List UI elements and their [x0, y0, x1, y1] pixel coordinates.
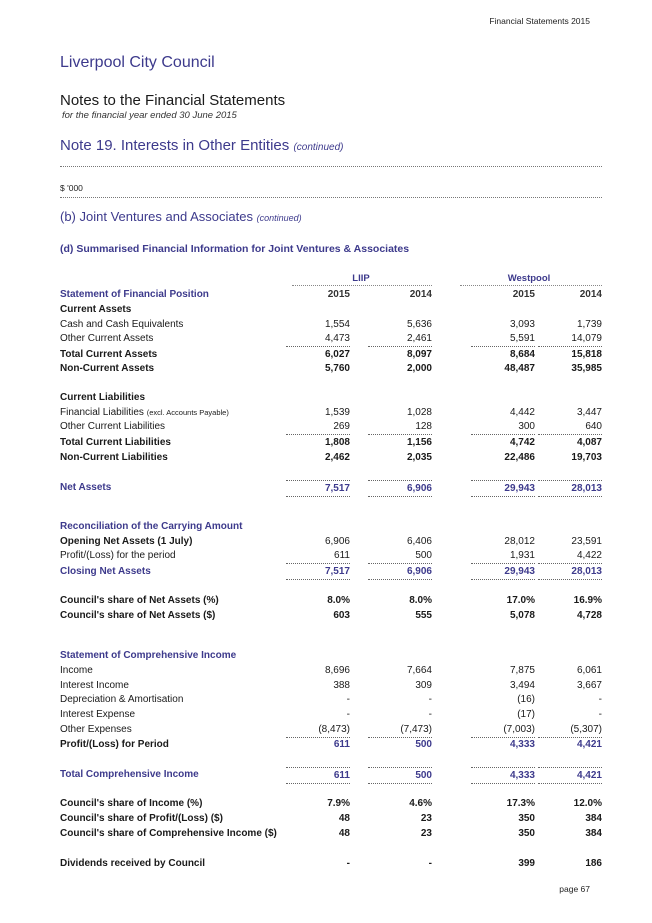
table-row	[60, 519, 602, 534]
row-label-note: (excl. Accounts Payable)	[146, 408, 229, 417]
cell-westpool-2015: 22,486	[504, 452, 535, 463]
row-label: Profit/(Loss) for the period	[60, 550, 176, 561]
cell-liip-2015: 269	[286, 419, 350, 435]
cell-westpool-2015: 5,591	[471, 331, 535, 347]
table-row	[60, 390, 602, 405]
cell-liip-2015: 1,554	[324, 319, 350, 330]
table-row	[60, 480, 602, 495]
group-heading-liip: LIIP	[352, 273, 370, 284]
group-rule	[292, 285, 432, 286]
cell-liip-2015: 2,462	[324, 452, 350, 463]
row-label	[60, 405, 229, 420]
cell-liip-2014: 2014	[409, 289, 432, 300]
cell-liip-2015: 2015	[327, 289, 350, 300]
cell-westpool-2014: 35,985	[571, 363, 602, 374]
note-heading	[60, 137, 343, 154]
cell-westpool-2015: 1,931	[471, 548, 535, 564]
cell-westpool-2014: 28,013	[538, 480, 602, 497]
cell-liip-2015: 48	[338, 813, 350, 824]
cell-westpool-2015: 4,742	[509, 437, 535, 448]
cell-liip-2014: -	[428, 709, 432, 720]
cell-westpool-2014: 14,079	[538, 331, 602, 347]
cell-westpool-2015: 7,875	[509, 665, 535, 676]
cell-westpool-2014: 4,421	[576, 739, 602, 750]
row-label: Interest Expense	[60, 709, 136, 720]
cell-westpool-2014: 23,591	[571, 536, 602, 547]
cell-liip-2015: 611	[333, 739, 350, 750]
cell-liip-2015: 603	[333, 610, 350, 621]
cell-westpool-2014: 4,087	[576, 437, 602, 448]
cell-westpool-2014: -	[598, 694, 602, 705]
row-label: Cash and Cash Equivalents	[60, 319, 184, 330]
cell-westpool-2015: 2015	[512, 289, 535, 300]
page-number: page 67	[559, 884, 590, 894]
table-row	[60, 707, 602, 722]
cell-westpool-2015: 29,943	[471, 564, 535, 580]
cell-westpool-2015: 350	[518, 813, 535, 824]
cell-liip-2014: -	[428, 694, 432, 705]
cell-liip-2014: -	[428, 858, 432, 869]
cell-westpool-2015: 350	[518, 828, 535, 839]
cell-westpool-2015: 3,093	[509, 319, 535, 330]
cell-westpool-2015: (7,003)	[471, 722, 535, 738]
cell-westpool-2014: 12.0%	[573, 798, 602, 809]
cell-liip-2014: 6,406	[406, 536, 432, 547]
cell-westpool-2014: 28,013	[538, 564, 602, 580]
table-row	[60, 331, 602, 346]
cell-westpool-2015: 48,487	[504, 363, 535, 374]
row-label: Current Assets	[60, 304, 132, 315]
cell-westpool-2015: (17)	[517, 709, 535, 720]
cell-liip-2015: (8,473)	[286, 722, 350, 738]
cell-westpool-2015: 8,684	[509, 349, 535, 360]
cell-westpool-2014: 6,061	[576, 665, 602, 676]
table-row	[60, 678, 602, 693]
cell-westpool-2015: 300	[471, 419, 535, 435]
cell-westpool-2015: 5,078	[509, 610, 535, 621]
cell-westpool-2014: 19,703	[571, 452, 602, 463]
cell-liip-2015: 6,906	[324, 536, 350, 547]
table-row	[60, 856, 602, 871]
row-label: Income	[60, 665, 93, 676]
cell-liip-2015: -	[346, 694, 350, 705]
cell-westpool-2014: 640	[538, 419, 602, 435]
row-label: Statement of Financial Position	[60, 289, 209, 300]
row-label: Depreciation & Amortisation	[60, 694, 184, 705]
cell-liip-2015: 5,760	[324, 363, 350, 374]
row-label: Total Current Assets	[60, 349, 158, 360]
row-label: Profit/(Loss) for Period	[60, 739, 169, 750]
note-continued: (continued)	[293, 142, 344, 153]
row-label: Council's share of Comprehensive Income ($)	[60, 828, 277, 839]
section-b-heading	[60, 209, 302, 224]
cell-westpool-2014: 384	[585, 813, 602, 824]
cell-westpool-2015: 4,333	[471, 767, 535, 784]
table-row	[60, 737, 602, 752]
cell-liip-2014: 8.0%	[409, 595, 432, 606]
row-label: Council's share of Profit/(Loss) ($)	[60, 813, 223, 824]
section-d-heading: (d) Summarised Financial Information for Joint Ventures & Associates	[60, 243, 410, 255]
table-row	[60, 361, 602, 376]
table-row	[60, 722, 602, 737]
cell-liip-2014: 1,156	[406, 437, 432, 448]
table-row	[60, 435, 602, 450]
row-label-text: Financial Liabilities	[60, 407, 144, 418]
row-label: Total Comprehensive Income	[60, 769, 199, 780]
council-name: Liverpool City Council	[60, 54, 215, 71]
cell-westpool-2014: 1,739	[576, 319, 602, 330]
row-label: Interest Income	[60, 680, 129, 691]
cell-westpool-2015: 17.3%	[506, 798, 535, 809]
cell-liip-2015: 48	[338, 828, 350, 839]
cell-liip-2014: 2,000	[406, 363, 432, 374]
divider	[60, 166, 602, 167]
table-row	[60, 450, 602, 465]
section-b-title: (b) Joint Ventures and Associates	[60, 209, 253, 224]
cell-westpool-2014: 16.9%	[573, 595, 602, 606]
section-b-continued: (continued)	[256, 213, 302, 223]
table-row	[60, 302, 602, 317]
table-row	[60, 593, 602, 608]
cell-liip-2014: 5,636	[406, 319, 432, 330]
divider	[60, 197, 602, 198]
cell-westpool-2014: (5,307)	[538, 722, 602, 738]
group-heading-westpool: Westpool	[507, 273, 551, 284]
table-row	[60, 287, 602, 302]
row-label: Council's share of Net Assets (%)	[60, 595, 219, 606]
cell-liip-2014: 2,035	[406, 452, 432, 463]
notes-subtitle: for the financial year ended 30 June 2015	[62, 110, 237, 121]
cell-liip-2015: 8.0%	[327, 595, 350, 606]
cell-liip-2015: -	[346, 858, 350, 869]
table-row	[60, 419, 602, 434]
cell-westpool-2014: 4,422	[538, 548, 602, 564]
row-label: Non-Current Liabilities	[60, 452, 168, 463]
cell-westpool-2014: 186	[585, 858, 602, 869]
cell-liip-2015: 1,539	[324, 407, 350, 418]
cell-liip-2015: 4,473	[286, 331, 350, 347]
row-label: Statement of Comprehensive Income	[60, 650, 237, 661]
cell-westpool-2014: 4,728	[576, 610, 602, 621]
row-label: Council's share of Income (%)	[60, 798, 203, 809]
cell-liip-2014: 128	[368, 419, 432, 435]
row-label: Other Current Liabilities	[60, 421, 166, 432]
cell-liip-2014: (7,473)	[368, 722, 432, 738]
table-row	[60, 796, 602, 811]
row-label: Current Liabilities	[60, 392, 146, 403]
cell-liip-2014: 6,906	[368, 480, 432, 497]
cell-liip-2014: 500	[368, 767, 432, 784]
table-row	[60, 648, 602, 663]
cell-westpool-2014: 4,421	[538, 767, 602, 784]
cell-liip-2015: 7,517	[286, 480, 350, 497]
cell-liip-2014: 500	[368, 548, 432, 564]
table-row	[60, 826, 602, 841]
cell-liip-2014: 6,906	[368, 564, 432, 580]
cell-liip-2014: 8,097	[406, 349, 432, 360]
cell-westpool-2015: 3,494	[509, 680, 535, 691]
cell-liip-2014: 500	[415, 739, 432, 750]
cell-liip-2015: 6,027	[324, 349, 350, 360]
row-label: Reconciliation of the Carrying Amount	[60, 521, 243, 532]
currency-unit: $ '000	[60, 183, 83, 193]
cell-westpool-2015: 28,012	[504, 536, 535, 547]
cell-liip-2014: 309	[415, 680, 432, 691]
cell-liip-2014: 23	[420, 828, 432, 839]
row-label: Council's share of Net Assets ($)	[60, 610, 216, 621]
cell-liip-2015: 1,808	[324, 437, 350, 448]
cell-liip-2014: 555	[415, 610, 432, 621]
row-label: Other Current Assets	[60, 333, 154, 344]
cell-liip-2015: 611	[286, 767, 350, 784]
cell-westpool-2015: 17.0%	[506, 595, 535, 606]
cell-westpool-2015: 4,333	[509, 739, 535, 750]
cell-westpool-2015: 399	[518, 858, 535, 869]
cell-liip-2014: 7,664	[406, 665, 432, 676]
running-head: Financial Statements 2015	[489, 16, 590, 26]
table-row	[60, 811, 602, 826]
row-label: Opening Net Assets (1 July)	[60, 536, 193, 547]
table-row	[60, 663, 602, 678]
table-row	[60, 347, 602, 362]
cell-westpool-2015: (16)	[517, 694, 535, 705]
cell-liip-2014: 23	[420, 813, 432, 824]
cell-liip-2015: 388	[333, 680, 350, 691]
cell-westpool-2015: 4,442	[509, 407, 535, 418]
row-label: Net Assets	[60, 482, 112, 493]
cell-westpool-2014: 384	[585, 828, 602, 839]
row-label: Dividends received by Council	[60, 858, 206, 869]
cell-westpool-2015: 29,943	[471, 480, 535, 497]
cell-liip-2014: 2,461	[368, 331, 432, 347]
cell-westpool-2014: 15,818	[571, 349, 602, 360]
row-label: Non-Current Assets	[60, 363, 155, 374]
group-rule	[460, 285, 602, 286]
cell-westpool-2014: 3,667	[576, 680, 602, 691]
table-row	[60, 405, 602, 420]
table-row	[60, 317, 602, 332]
cell-liip-2015: 7,517	[286, 564, 350, 580]
row-label: Total Current Liabilities	[60, 437, 171, 448]
table-row	[60, 767, 602, 782]
table-row	[60, 692, 602, 707]
row-label: Closing Net Assets	[60, 566, 151, 577]
note-title: Note 19. Interests in Other Entities	[60, 137, 290, 154]
row-label: Other Expenses	[60, 724, 132, 735]
table-row	[60, 564, 602, 579]
cell-liip-2015: 611	[286, 548, 350, 564]
cell-westpool-2014: 2014	[579, 289, 602, 300]
table-row	[60, 548, 602, 563]
cell-liip-2015: -	[346, 709, 350, 720]
cell-liip-2015: 7.9%	[327, 798, 350, 809]
cell-westpool-2014: -	[598, 709, 602, 720]
notes-title: Notes to the Financial Statements	[60, 92, 286, 109]
cell-liip-2014: 4.6%	[409, 798, 432, 809]
cell-liip-2015: 8,696	[324, 665, 350, 676]
cell-liip-2014: 1,028	[406, 407, 432, 418]
table-row	[60, 534, 602, 549]
table-row	[60, 608, 602, 623]
cell-westpool-2014: 3,447	[576, 407, 602, 418]
